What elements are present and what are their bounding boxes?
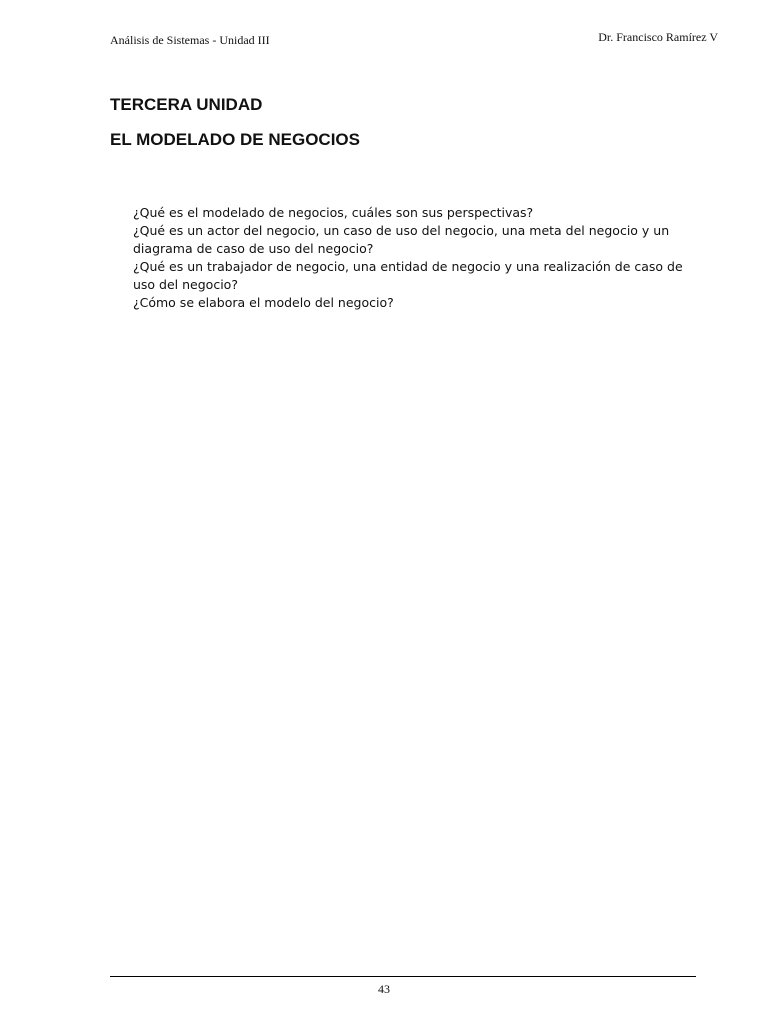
running-header-right: Dr. Francisco Ramírez V [598, 30, 718, 44]
footer-rule [110, 976, 696, 977]
question-list [133, 204, 693, 312]
question-item: ¿Qué es el modelado de negocios, cuáles son sus perspectivas? [133, 205, 534, 220]
page-number: 43 [378, 982, 390, 996]
running-header-left: Análisis de Sistemas - Unidad III [110, 33, 270, 47]
question-item: ¿Qué es un trabajador de negocio, una entidad de negocio y una realización de caso de uso del negocio? [133, 259, 683, 292]
unit-title: TERCERA UNIDAD [110, 95, 263, 114]
question-item: ¿Cómo se elabora el modelo del negocio? [133, 295, 394, 310]
topic-title: EL MODELADO DE NEGOCIOS [110, 130, 360, 149]
question-item: ¿Qué es un actor del negocio, un caso de uso del negocio, una meta del negocio y un diagrama de caso de uso del negocio? [133, 223, 670, 256]
